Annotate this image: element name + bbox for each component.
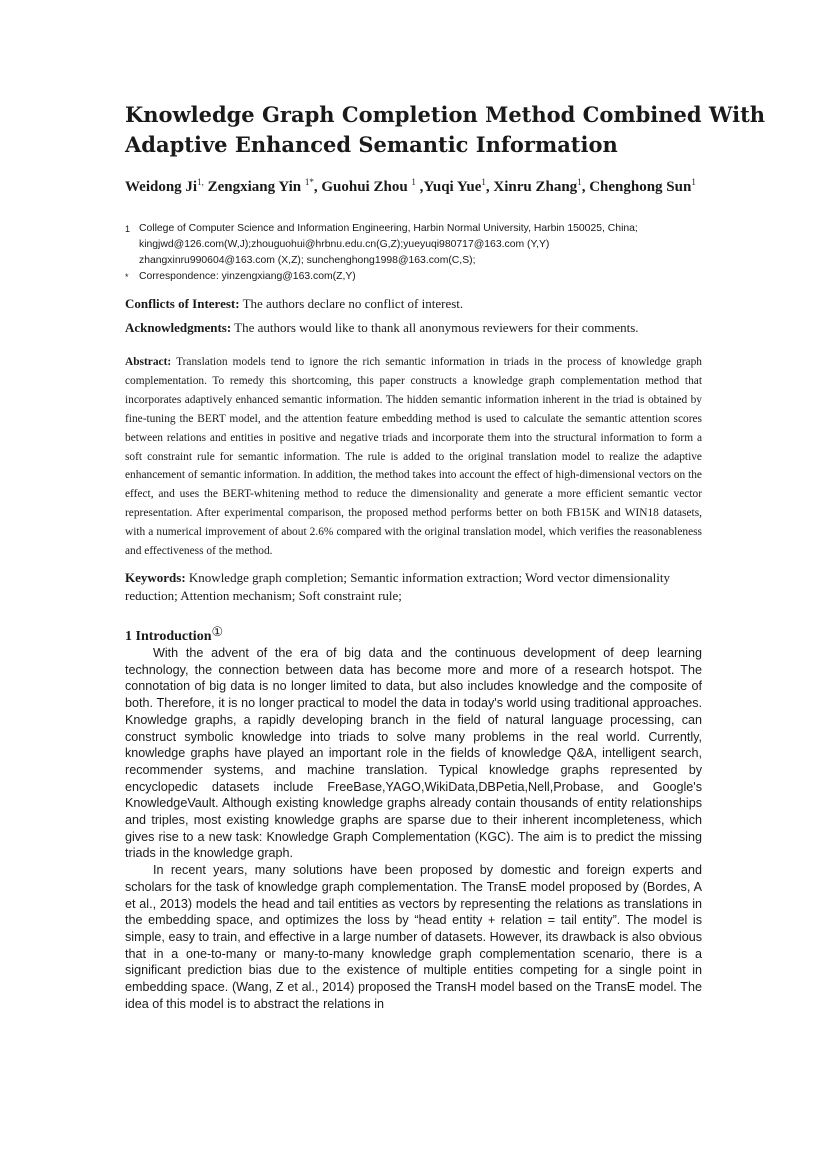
acknowledgments-label: Acknowledgments:	[125, 320, 232, 335]
affiliation-text: College of Computer Science and Information Engineering, Harbin Normal University, Harbin 150025, China;	[139, 223, 638, 234]
author-affiliation-mark: 1*	[304, 177, 314, 187]
body-paragraph: In recent years, many solutions have been proposed by domestic and foreign experts and scholars for the task of knowledge graph complementation. The TransE model proposed by (Bordes, A et al., 2013) models the head and tail entities as vectors by representing the relations as translations in the embedding space, and optimizes the loss by “head entity + relation = tail entity”. The model is simple, easy to train, and effective in a large number of datasets. However, its drawback is also obvious that in a one-to-many or many-to-many knowledge graph complementation scenario, there is a significant prediction bias due to the existence of multiple entities competing for a single point in embedding space. (Wang, Z et al., 2014) proposed the TransH model based on the TransE model. The idea of this model is to abstract the relations in	[125, 863, 702, 1011]
section-body	[125, 645, 702, 1012]
acknowledgments-text: The authors would like to thank all anonymous reviewers for their comments.	[231, 320, 639, 335]
email-list-line: zhangxinru990604@163.com (X,Z); sunchenghong1998@163.com(C,S);	[139, 255, 476, 266]
affiliation-emails	[125, 237, 705, 253]
affiliation-row	[125, 221, 705, 237]
section-heading	[125, 624, 223, 645]
author-name: , Xinru Zhang	[485, 179, 578, 195]
author-list	[125, 177, 725, 196]
author-name: , Guohui Zhou	[313, 179, 408, 195]
author-affiliation-mark: 1,	[197, 177, 204, 187]
author-name: Weidong Ji	[125, 179, 198, 195]
abstract-text: Translation models tend to ignore the rich semantic information in triads in the process of knowledge graph complementation. To remedy this shortcoming, this paper constructs a knowledge graph complementation method that incorporates adaptively enhanced semantic information. The hidden semantic information inherent in the triad is obtained by fine-tuning the BERT model, and the attention feature embedding method is used to calculate the semantic attention scores between relations and entities in positive and negative triads and incorporate them into the structural information to form a soft constraint rule for semantic information. The rule is added to the original translation model to realize the adaptive enhancement of semantic information. In addition, the method takes into account the effect of high-dimensional vectors on the effect, and uses the BERT-whitening method to reduce the dimensionality and generate a more efficient semantic vector representation. After experimental comparison, the proposed method performs better on both FB15K and WIN18 datasets, with a numerical improvement of about 2.6% compared with the original translation model, which verifies the reasonableness and effectiveness of the method.	[125, 356, 702, 558]
author-name: Zengxiang Yin	[203, 179, 302, 195]
title-line-2: Adaptive Enhanced Semantic Information	[125, 132, 618, 157]
email-list-line: kingjwd@126.com(W,J);zhouguohui@hrbnu.edu.cn(G,Z);yueyuqi980717@163.com (Y,Y)	[139, 239, 550, 250]
conflicts-of-interest	[125, 296, 705, 312]
correspondence-text: Correspondence: yinzengxiang@163.com(Z,Y)	[139, 271, 356, 282]
author-affiliation-mark: 1	[691, 177, 696, 187]
keywords-label: Keywords:	[125, 570, 186, 585]
correspondence-row	[125, 269, 705, 285]
title-line-1: Knowledge Graph Completion Method Combined With	[125, 102, 766, 127]
author-affiliation-mark: 1	[481, 177, 486, 187]
footnote-mark: ①	[211, 624, 224, 639]
affiliation-emails	[125, 253, 705, 269]
abstract	[125, 353, 702, 561]
keywords-text: Knowledge graph completion; Semantic information extraction; Word vector dimensionality reduction; Attention mechanism; Soft constraint rule;	[125, 570, 670, 603]
author-affiliation-mark: 1	[411, 177, 416, 187]
affiliation-mark: 1	[125, 224, 131, 234]
conflicts-label: Conflicts of Interest:	[125, 296, 240, 311]
paper-title	[125, 100, 766, 160]
body-paragraph: With the advent of the era of big data and the continuous development of deep learning technology, the connection between data has become more and more of a research hotspot. The connotation of big data is no longer limited to data, but also includes knowledge and the composite of both. Therefore, it is no longer practical to model the data in today's world using traditional approaches. Knowledge graphs, a rapidly developing branch in the field of natural language processing, can construct symbolic knowledge into triads to solve many problems in the real world. Currently, knowledge graphs have played an important role in the fields of knowledge Q&A, intelligent search, recommender systems, and machine translation. Typical knowledge graphs represented by encyclopedic datasets include FreeBase,YAGO,WikiData,DBPetia,Nell,Probase, and Google's KnowledgeVault. Although existing knowledge graphs already contain thousands of entity relationships and triples, most existing knowledge graphs are sparse due to their inherent incompleteness, which gives rise to a new task: Knowledge Graph Complementation (KGC). The aim is to predict the missing triads in the knowledge graph.	[125, 646, 702, 861]
author-affiliation-mark: 1	[577, 177, 582, 187]
acknowledgments	[125, 320, 705, 336]
author-name: ,Yuqi Yue	[415, 179, 482, 195]
keywords	[125, 569, 702, 605]
affiliations	[125, 221, 705, 285]
conflicts-text: The authors declare no conflict of interest.	[239, 296, 464, 311]
correspondence-mark: *	[125, 272, 129, 282]
section-heading-text: 1 Introduction	[125, 629, 212, 644]
abstract-label: Abstract:	[125, 356, 172, 368]
author-name: , Chenghong Sun	[581, 179, 692, 195]
